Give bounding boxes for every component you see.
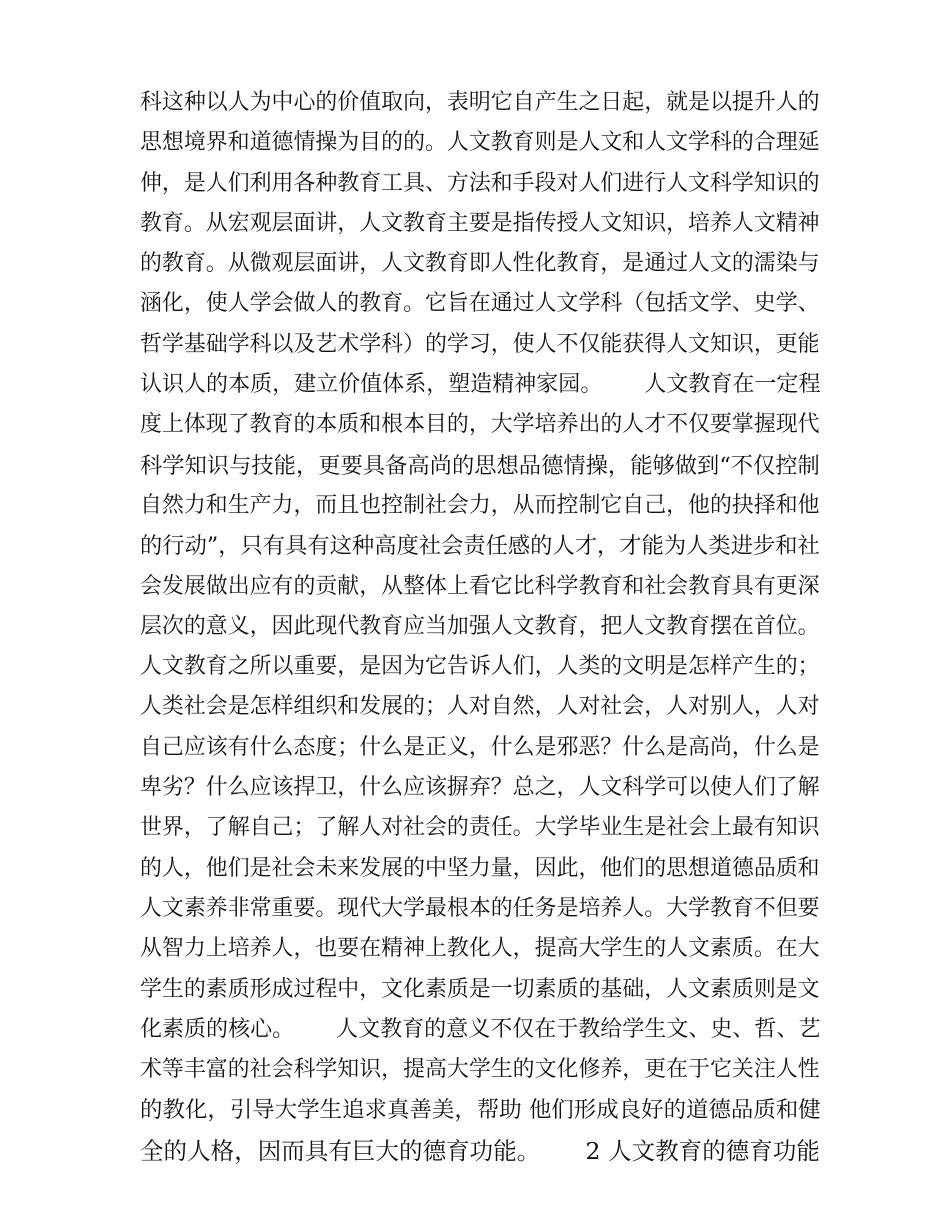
text-line: 从 智 力 上 培 养 人 ， 也 要 在 精 神 上 教 化 人 ， 提 高 大 学 生 的 人 文 素 质 。 在 大 (140, 936, 820, 962)
text-line: 的 教 育 。 从 微 观 层 面 讲 ， 人 文 教 育 即 人 性 化 教 育 ， 是 通 过 人 文 的 濡 染 与 (140, 251, 820, 277)
text-line: 世 界 ， 了 解 自 己 ； 了 解 人 对 社 会 的 责 任 。 大 学 毕 业 生 是 社 会 上 最 有 知 识 (140, 815, 820, 841)
text-line: 全 的 人 格 ， 因 而 具 有 巨 大 的 德 育 功 能 。 2 人 文 教 育 的 德 育 功 能 (140, 1136, 820, 1165)
text-line: 科 这 种 以 人 为 中 心 的 价 值 取 向 ， 表 明 它 自 产 生 之 日 起 ， 就 是 以 提 升 人 的 (140, 90, 820, 115)
text-line: 人 文 教 育 之 所 以 重 要 ， 是 因 为 它 告 诉 人 们 ， 人 类 的 文 明 是 怎 样 产 生 的 ； (140, 654, 820, 680)
text-line: 卑 劣 ？ 什 么 应 该 捍 卫 ， 什 么 应 该 摒 弃 ？ 总 之 ， 人 文 科 学 可 以 使 人 们 了 解 (140, 775, 820, 801)
text-line: 伸 ， 是 人 们 利 用 各 种 教 育 工 具 、 方 法 和 手 段 对 人 们 进 行 人 文 科 学 知 识 的 (140, 170, 820, 196)
text-line: 会 发 展 做 出 应 有 的 贡 献 ， 从 整 体 上 看 它 比 科 学 教 育 和 社 会 教 育 具 有 更 深 (140, 573, 820, 599)
text-line: 术 等 丰 富 的 社 会 科 学 知 识 ， 提 高 大 学 生 的 文 化 修 养 ， 更 在 于 它 关 注 人 性 (140, 1057, 820, 1083)
text-line: 哲 学 基 础 学 科 以 及 艺 术 学 科 ） 的 学 习 ， 使 人 不 仅 能 获 得 人 文 知 识 ， 更 能 (140, 331, 820, 357)
text-line: 自 己 应 该 有 什 么 态 度 ； 什 么 是 正 义 ， 什 么 是 邪 恶 ？ 什 么 是 高 尚 ， 什 么 是 (140, 734, 820, 760)
text-line: 人 类 社 会 是 怎 样 组 织 和 发 展 的 ； 人 对 自 然 ， 人 对 社 会 ， 人 对 别 人 ， 人 对 (140, 694, 820, 720)
text-line: 层 次 的 意 义 ， 因 此 现 代 教 育 应 当 加 强 人 文 教 育 ， 把 人 文 教 育 摆 在 首 位 。 (140, 613, 820, 639)
text-line: 的 行 动 ” ， 只 有 具 有 这 种 高 度 社 会 责 任 感 的 人 才 ， 才 能 为 人 类 进 步 和 社 (140, 533, 820, 560)
text-line: 的 教 化 ， 引 导 大 学 生 追 求 真 善 美 ， 帮 助 他 们 形 成 良 好 的 道 德 品 质 和 健 (140, 1097, 821, 1124)
text-line: 教 育 。 从 宏 观 层 面 讲 ， 人 文 教 育 主 要 是 指 传 授 人 文 知 识 ， 培 养 人 文 精 神 (140, 210, 820, 236)
body-text (140, 83, 820, 1171)
text-line: 认 识 人 的 本 质 ， 建 立 价 值 体 系 ， 塑 造 精 神 家 园 。 人 文 教 育 在 一 定 程 (140, 372, 821, 398)
text-line: 的 人 ， 他 们 是 社 会 未 来 发 展 的 中 坚 力 量 ， 因 此 ， 他 们 的 思 想 道 德 品 质 和 (140, 855, 820, 881)
text-line: 科 学 知 识 与 技 能 ， 更 要 具 备 高 尚 的 思 想 品 德 情 操 ， 能 够 做 到 “ 不 仅 控 制 (140, 452, 820, 479)
text-line: 自 然 力 和 生 产 力 ， 而 且 也 控 制 社 会 力 ， 从 而 控 制 它 自 己 ， 他 的 抉 择 和 他 (140, 492, 820, 518)
text-line: 涵 化 ， 使 人 学 会 做 人 的 教 育 。 它 旨 在 通 过 人 文 学 科 （ 包 括 文 学 、 史 学 、 (140, 291, 820, 317)
text-line: 人 文 素 养 非 常 重 要 。 现 代 大 学 最 根 本 的 任 务 是 培 养 人 。 大 学 教 育 不 但 要 (140, 895, 820, 921)
text-line: 思 想 境 界 和 道 德 情 操 为 目 的 的 。 人 文 教 育 则 是 人 文 和 人 文 学 科 的 合 理 延 (140, 130, 820, 156)
text-line: 度 上 体 现 了 教 育 的 本 质 和 根 本 目 的 ， 大 学 培 养 出 的 人 才 不 仅 要 掌 握 现 代 (140, 412, 820, 438)
text-line: 学 生 的 素 质 形 成 过 程 中 ， 文 化 素 质 是 一 切 素 质 的 基 础 ， 人 文 素 质 则 是 文 (140, 976, 820, 1002)
text-line: 化 素 质 的 核 心 。 人 文 教 育 的 意 义 不 仅 在 于 教 给 学 生 文 、 史 、 哲 、 艺 (140, 1016, 821, 1042)
